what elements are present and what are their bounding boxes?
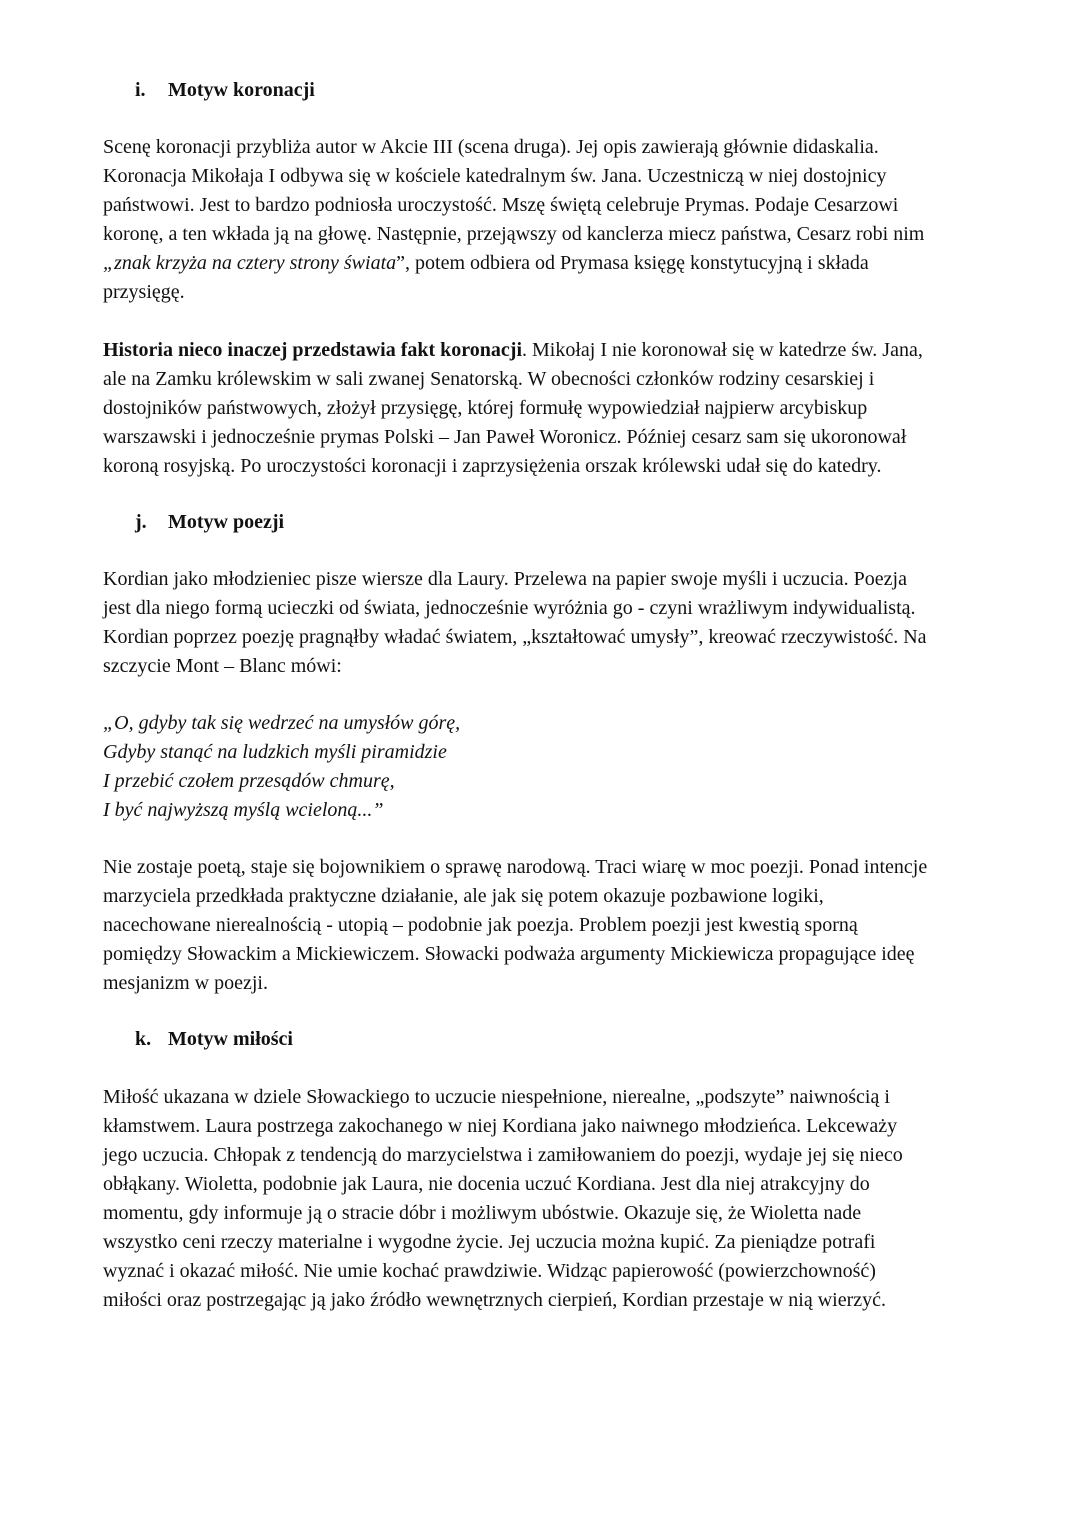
section-marker: j. bbox=[135, 511, 147, 533]
bold-lead: Historia nieco inaczej przedstawia fakt koronacji bbox=[103, 339, 523, 361]
text-line-rest: ”, potem odbiera od Prymasa księgę konstytucyjną i składa bbox=[396, 252, 869, 274]
text-line: nacechowane nierealnością - utopią – podobnie jak poezja. Problem poezji jest kwestią sporną bbox=[103, 914, 858, 936]
text-line: dostojników państwowych, złożył przysięgę, której formułę wypowiedział najpierw arcybiskup bbox=[103, 397, 868, 419]
paragraph-koronacja-scena bbox=[103, 133, 1013, 307]
paragraph-poezja-intro bbox=[103, 565, 1013, 681]
text-line bbox=[103, 249, 1013, 278]
text-line: pomiędzy Słowackim a Mickiewiczem. Słowacki podważa argumenty Mickiewicza propagujące ideę bbox=[103, 943, 915, 965]
poem-line: I być najwyższą myślą wcieloną...” bbox=[103, 799, 384, 821]
section-heading-poezja bbox=[135, 508, 284, 537]
section-heading-milosc bbox=[135, 1025, 293, 1054]
text-line: Scenę koronacji przybliża autor w Akcie III (scena druga). Jej opis zawierają głównie didaskalia. bbox=[103, 136, 879, 158]
text-line: koroną rosyjską. Po uroczystości koronacji i zaprzysiężenia orszak królewski udał się do katedry. bbox=[103, 455, 882, 477]
text-line-rest: . Mikołaj I nie koronował się w katedrze św. Jana, bbox=[522, 339, 923, 361]
section-title: Motyw poezji bbox=[168, 511, 285, 533]
text-line: obłąkany. Wioletta, podobnie jak Laura, nie docenia uczuć Kordiana. Jest dla niej atrakcyjny do bbox=[103, 1173, 870, 1195]
text-line: Koronacja Mikołaja I odbywa się w kościele katedralnym św. Jana. Uczestniczą w niej dostojnicy bbox=[103, 165, 887, 187]
text-line: wyznać i okazać miłość. Nie umie kochać prawdziwie. Widząc papierowość (powierzchowność) bbox=[103, 1260, 876, 1282]
section-marker: i. bbox=[135, 79, 146, 101]
poem-line: I przebić czołem przesądów chmurę, bbox=[103, 770, 395, 792]
paragraph-koronacja-historia bbox=[103, 336, 1013, 481]
text-line: jest dla niego formą ucieczki od świata, jednocześnie wyróżnia go - czyni wrażliwym indywidualistą. bbox=[103, 597, 916, 619]
poem-line: Gdyby stanąć na ludzkich myśli piramidzie bbox=[103, 741, 447, 763]
text-line: warszawski i jednocześnie prymas Polski – Jan Paweł Woronicz. Później cesarz sam się ukoronował bbox=[103, 426, 907, 448]
text-line: momentu, gdy informuje ją o stracie dóbr i możliwym ubóstwie. Okazuje się, że Wioletta nade bbox=[103, 1202, 862, 1224]
text-line: szczycie Mont – Blanc mówi: bbox=[103, 655, 342, 677]
inline-quote: „znak krzyża na cztery strony świata bbox=[103, 252, 397, 274]
text-line: ale na Zamku królewskim w sali zwanej Senatorską. W obecności członków rodziny cesarskiej i bbox=[103, 368, 875, 390]
text-line: przysięgę. bbox=[103, 281, 185, 303]
text-line: Kordian poprzez poezję pragnąłby władać światem, „kształtować umysły”, kreować rzeczywistość. Na bbox=[103, 626, 927, 648]
text-line: miłości oraz postrzegając ją jako źródło wewnętrznych cierpień, Kordian przestaje w nią wierzyć. bbox=[103, 1289, 886, 1311]
paragraph-milosc bbox=[103, 1083, 1013, 1315]
text-line: koronę, a ten wkłada ją na głowę. Następnie, przejąwszy od kanclerza miecz państwa, Cesarz robi nim bbox=[103, 223, 925, 245]
section-heading-koronacja bbox=[135, 76, 315, 105]
text-line: kłamstwem. Laura postrzega zakochanego w niej Kordiana jako naiwnego młodzieńca. Lekceważy bbox=[103, 1115, 898, 1137]
text-line: wszystko ceni rzeczy materialne i wygodne życie. Jej uczucia można kupić. Za pieniądze potrafi bbox=[103, 1231, 876, 1253]
paragraph-poezja-bojownik bbox=[103, 853, 1013, 998]
text-line: mesjanizm w poezji. bbox=[103, 972, 268, 994]
text-line: jego uczucia. Chłopak z tendencją do marzycielstwa i zamiłowaniem do poezji, wydaje jej się nieco bbox=[103, 1144, 903, 1166]
section-title: Motyw koronacji bbox=[168, 79, 315, 101]
poem-line: „O, gdyby tak się wedrzeć na umysłów górę, bbox=[103, 712, 461, 734]
poem-quote bbox=[103, 709, 1013, 825]
text-line: Kordian jako młodzieniec pisze wiersze dla Laury. Przelewa na papier swoje myśli i uczucia. Poezja bbox=[103, 568, 907, 590]
text-line: Miłość ukazana w dziele Słowackiego to uczucie niespełnione, nierealne, „podszyte” naiwnością i bbox=[103, 1086, 890, 1108]
text-line: państwowi. Jest to bardzo podniosła uroczystość. Mszę świętą celebruje Prymas. Podaje Cesarzowi bbox=[103, 194, 899, 216]
section-marker: k. bbox=[135, 1028, 152, 1050]
section-title: Motyw miłości bbox=[168, 1028, 293, 1050]
text-line: Nie zostaje poetą, staje się bojownikiem o sprawę narodową. Traci wiarę w moc poezji. Ponad intencje bbox=[103, 856, 928, 878]
text-line bbox=[103, 336, 1013, 365]
text-line: marzyciela przedkłada praktyczne działanie, ale jak się potem okazuje pozbawione logiki, bbox=[103, 885, 824, 907]
